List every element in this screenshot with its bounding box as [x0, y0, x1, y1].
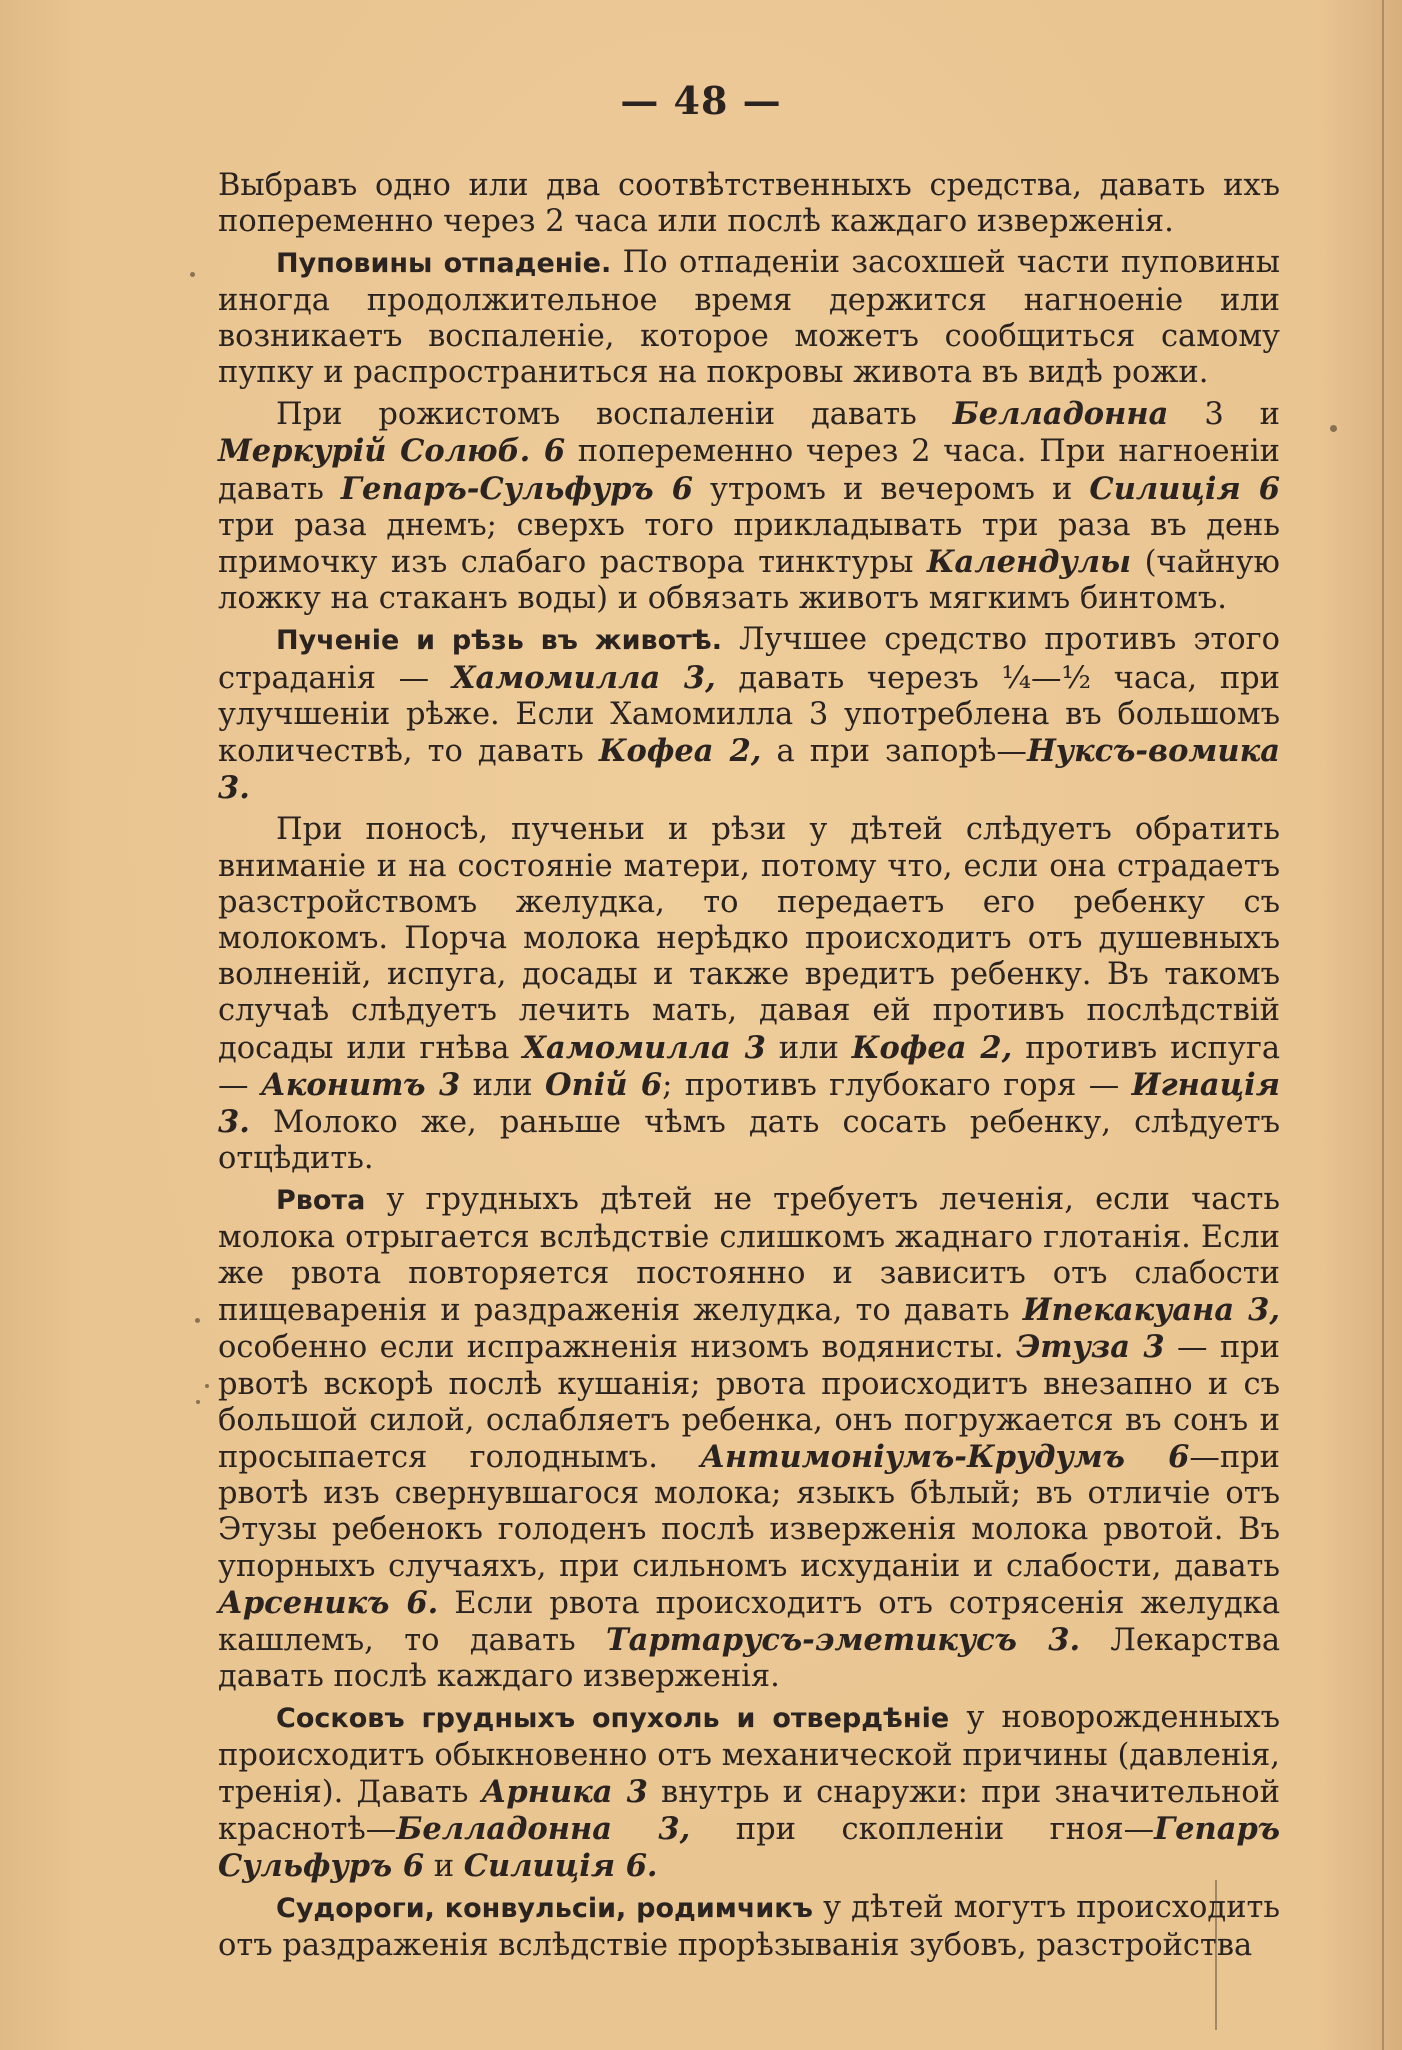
text-run: а при запорѣ—	[761, 734, 1027, 770]
text-run: Если рвота происходитъ отъ сотрясенія желудка кашлемъ, то давать	[218, 1585, 1280, 1658]
text-run: внутрь и снаружи: при значительной краснотѣ—	[218, 1774, 1280, 1847]
text-run: По отпаденіи засохшей части пуповины иногда продолжительное время держится нагноеніе или возникаетъ воспаленіе, которое можетъ сообщиться самому пупку и распространиться на покровы живота въ видѣ рожи.	[218, 245, 1280, 391]
remedy-name: Этуза 3	[1016, 1329, 1165, 1366]
text-run: три раза днемъ; сверхъ того прикладывать три раза въ день примочку изъ слабаго раствора тинктуры	[218, 507, 1280, 581]
text-run: противъ испуга—	[218, 1030, 1280, 1103]
remedy-name: Арсеникъ 6.	[218, 1584, 439, 1621]
text-run: особенно если испражненія низомъ водянисты.	[218, 1330, 1017, 1366]
paragraph	[218, 1182, 1280, 1695]
text-run: ; противъ глубокаго горя —	[662, 1067, 1132, 1103]
remedy-name: Гепаръ-Сульфуръ 6	[340, 470, 693, 507]
body-text	[218, 168, 1280, 1969]
text-run: При поносѣ, пученьи и рѣзи у дѣтей слѣдуетъ обратить вниманіе и на состояніе матери, потому что, если она страдаетъ разстройствомъ желудка, то передаетъ его ребенку съ молокомъ. Порча молока нерѣдко происходитъ отъ душевныхъ волненій, испуга, досады и также вредитъ ребенку. Въ такомъ случаѣ слѣдуетъ лечить мать, давая ей противъ послѣдствій досады или гнѣва	[218, 812, 1280, 1066]
ink-speck	[205, 1384, 209, 1388]
paragraph	[218, 396, 1280, 617]
ink-speck	[195, 1318, 200, 1323]
text-run: Молоко же, раньше чѣмъ дать сосать ребенку, слѣдуетъ отцѣдить.	[218, 1105, 1280, 1177]
remedy-name: Силиція 6.	[463, 1848, 658, 1885]
paragraph	[218, 812, 1280, 1177]
text-run: у дѣтей могутъ происходить отъ раздраженія вслѣдствіе прорѣзыванія зубовъ, разстройства	[218, 1890, 1280, 1963]
paragraph-heading: Сосковъ грудныхъ опухоль и отвердѣніе	[276, 1703, 950, 1735]
ink-speck	[1330, 425, 1337, 432]
pencil-mark	[1215, 1880, 1217, 2030]
text-run: Выбравъ одно или два соотвѣтственныхъ средства, давать ихъ попеременно через 2 часа или послѣ каждаго изверженія.	[218, 168, 1280, 240]
paragraph	[218, 168, 1280, 240]
remedy-name: Силиція 6	[1089, 470, 1280, 507]
remedy-name: Белладонна 3,	[396, 1810, 691, 1847]
paragraph-heading: Пученіе и рѣзь въ животѣ.	[276, 625, 722, 657]
remedy-name: Кофеа 2,	[851, 1029, 1013, 1066]
paragraph	[218, 1700, 1280, 1885]
remedy-name: Кофеа 2,	[598, 733, 762, 770]
text-run: При рожистомъ воспаленіи давать	[276, 397, 953, 433]
remedy-name: Календулы	[926, 544, 1132, 581]
remedy-name: Арника 3	[481, 1773, 648, 1810]
remedy-name: Игнація 3.	[218, 1066, 1280, 1141]
remedy-name: Меркурій Солюб. 6	[218, 433, 566, 470]
text-run: — при рвотѣ вскорѣ послѣ кушанія; рвота происходитъ внезапно и съ большой силой, ослабляетъ ребенка, онъ погружается въ сонъ и просыпается голоднымъ.	[218, 1330, 1280, 1475]
text-run: давать черезъ ¼—½ часа, при улучшеніи рѣже. Если Хамомилла 3 употреблена въ большомъ количествѣ, то давать	[218, 660, 1280, 770]
remedy-name: Гепаръ Сульфуръ 6	[218, 1810, 1280, 1885]
text-run: 3 и	[1168, 397, 1280, 433]
paragraph-heading: Пуповины отпаденіе.	[276, 248, 612, 280]
text-run: попеременно через 2 часа. При нагноеніи давать	[218, 434, 1281, 507]
paragraph-heading: Судороги, конвульсіи, родимчикъ	[276, 1893, 813, 1925]
paragraph-heading: Рвота	[276, 1185, 366, 1217]
text-run: или	[765, 1030, 852, 1066]
paragraph	[218, 1890, 1280, 1963]
remedy-name: Белладонна	[952, 396, 1169, 433]
text-run: Лекарства давать послѣ каждаго изверженія.	[218, 1622, 1281, 1695]
remedy-name: Хамомилла 3,	[451, 659, 716, 696]
paragraph	[218, 622, 1280, 807]
text-run: при скопленіи гноя—	[690, 1811, 1155, 1847]
remedy-name: Ипекакуана 3,	[1022, 1292, 1280, 1329]
remedy-name: Хамомилла 3	[522, 1029, 766, 1066]
ink-speck	[190, 272, 195, 277]
text-run: Лучшее средство противъ этого страданія —	[218, 622, 1280, 696]
text-run: или	[460, 1067, 546, 1103]
text-run: —при рвотѣ изъ свернувшагося молока; языкъ бѣлый; въ отличіе отъ Этузы ребенокъ голоденъ послѣ изверженія молока рвотой. Въ упорныхъ случаяхъ, при сильномъ исхуданіи и слабости, давать	[218, 1439, 1280, 1584]
remedy-name: Аконитъ 3	[260, 1066, 461, 1103]
text-run: и	[424, 1849, 464, 1885]
paragraph	[218, 245, 1280, 391]
remedy-name: Опій 6	[545, 1066, 663, 1103]
text-run: у грудныхъ дѣтей не требуетъ леченія, если часть молока отрыгается вслѣдствіе слишкомъ жаднаго глотанія. Если же рвота повторяется постоянно и зависитъ отъ слабости пищеваренія и раздраженія желудка, то давать	[218, 1182, 1280, 1329]
remedy-name: Антимоніумъ-Крудумъ 6	[700, 1438, 1190, 1475]
page-edge-shadow	[1382, 0, 1384, 2050]
text-run: утромъ и вечеромъ и	[692, 471, 1090, 507]
text-run: у новорожденныхъ происходитъ обыкновенно отъ механической причины (давленія, тренія). Давать	[218, 1700, 1280, 1810]
page-number: — 48 —	[620, 78, 782, 123]
remedy-name: Тартарусъ-эметикусъ 3.	[605, 1621, 1081, 1658]
ink-speck	[196, 1400, 200, 1404]
text-run: (чайную ложку на стаканъ воды) и обвязать животъ мягкимъ бинтомъ.	[218, 545, 1280, 617]
remedy-name: Нуксъ-вомика 3.	[218, 733, 1280, 807]
